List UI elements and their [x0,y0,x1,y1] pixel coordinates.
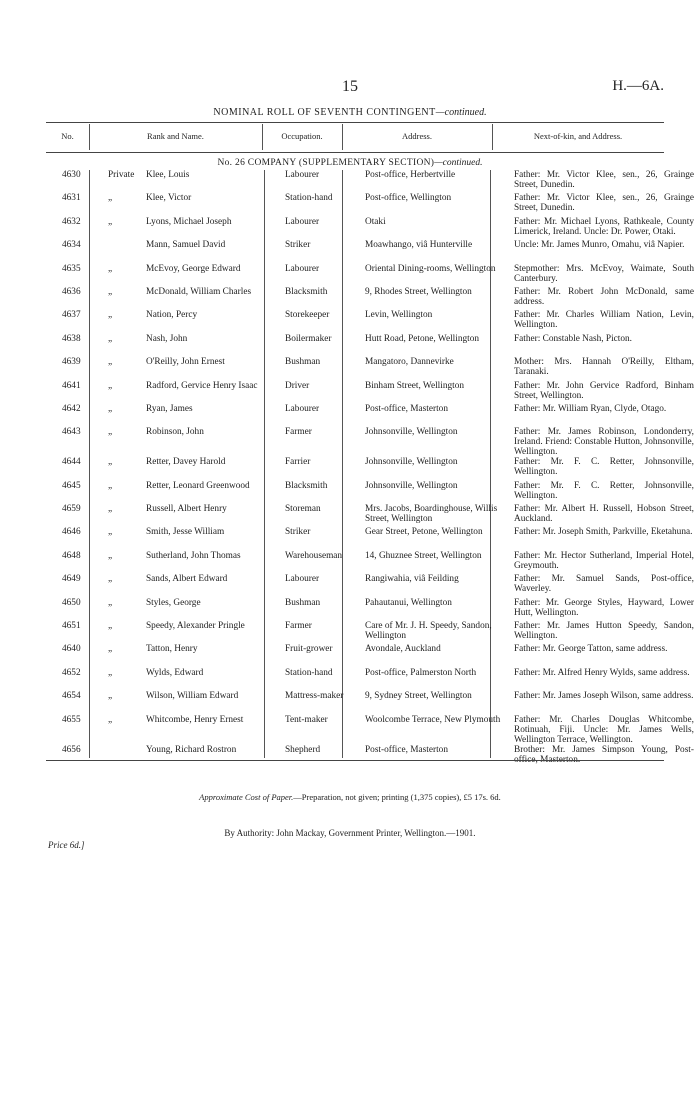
cell-kin: Father: Mr. Robert John McDonald, same address. [514,286,694,307]
cell-name: Retter, Davey Harold [146,457,226,468]
cost-label: Approximate Cost of Paper. [199,792,294,802]
table-row [46,551,694,574]
cell-kin: Father: Mr. Hector Sutherland, Imperial Hotel, Greymouth. [514,550,694,571]
cell-address: Woolcombe Terrace, New Plymouth [365,714,501,725]
table-row [46,334,694,357]
cell-rank: „ [108,193,113,204]
cell-occupation: Farrier [285,457,311,468]
table-bottom-rule [46,760,664,761]
cell-rank: „ [108,550,113,561]
table-row [46,217,694,240]
cell-address: Post-office, Herbertville [365,170,456,180]
page-number: 15 [342,78,358,95]
header-top-rule [46,122,664,123]
cell-occupation: Tent-maker [285,714,328,725]
cell-kin: Father: Mr. Charles Douglas Whitcombe, Rotinuah, Fiji. Uncle: Mr. James Wells, Wellington Terrace, Wellington. [514,714,694,745]
cell-occupation: Fruit-grower [285,644,333,655]
table-row [46,457,694,480]
cell-address: 9, Rhodes Street, Wellington [365,286,472,297]
cell-kin: Father: Mr. Joseph Smith, Parkville, Eketahuna. [514,527,693,538]
cell-no: 4630 [62,170,81,180]
cell-occupation: Striker [285,527,311,538]
header-divider [342,124,343,150]
cell-occupation: Blacksmith [285,480,328,491]
cell-no: 4645 [62,480,81,491]
cell-rank: „ [108,691,113,702]
cell-name: Mann, Samuel David [146,240,226,251]
cell-rank: „ [108,310,113,321]
col-header-address: Address. [402,131,432,141]
title-main: NOMINAL ROLL OF SEVENTH CONTINGENT [213,107,436,118]
table-row [46,170,694,193]
cell-no: 4641 [62,380,81,391]
cell-rank: „ [108,286,113,297]
cell-name: Nation, Percy [146,310,198,321]
cell-name: Radford, Gervice Henry Isaac [146,380,258,391]
table-row [46,715,694,745]
cost-of-paper-note [0,792,700,802]
cell-rank [105,745,146,768]
cell-no: 4631 [62,193,81,204]
col-header-rank-name: Rank and Name. [147,131,204,141]
cell-kin: Father: Mr. William Ryan, Clyde, Otago. [514,403,667,414]
table-row [46,668,694,691]
cell-name: Klee, Victor [146,193,192,204]
cell-name: Sutherland, John Thomas [146,550,241,561]
cell-no: 4644 [62,457,81,468]
header-divider [89,124,90,150]
table-row [46,287,694,310]
cell-rank: „ [108,457,113,468]
cell-kin: Father: Mr. John Gervice Radford, Binham Street, Wellington. [514,380,694,401]
cell-occupation: Bushman [285,357,321,368]
cell-rank: „ [108,380,113,391]
cell-rank: „ [108,480,113,491]
cell-kin: Father: Mr. F. C. Retter, Johnsonville, Wellington. [514,457,694,478]
cell-address: 14, Ghuznee Street, Wellington [365,550,482,561]
title-suffix: —continued. [435,107,487,118]
cell-name: Whitcombe, Henry Ernest [146,714,244,725]
cell-name: Styles, George [146,597,201,608]
cell-address: Post-office, Palmerston North [365,667,477,678]
cell-address: Post-office, Masterton [365,403,448,414]
table-row [46,691,694,714]
cell-name: Retter, Leonard Greenwood [146,480,250,491]
cell-kin: Brother: Mr. James Simpson Young, Post-office, Masterton. [514,744,694,765]
cell-address: Johnsonville, Wellington [365,427,458,438]
cell-kin: Stepmother: Mrs. McEvoy, Waimate, South Canterbury. [514,263,694,284]
cell-kin: Father: Mr. James Joseph Wilson, same address. [514,691,694,702]
cell-no: 4638 [62,333,81,344]
cell-rank: „ [108,427,113,438]
cell-name: Ryan, James [146,403,193,414]
page-title [0,107,700,118]
table-row [46,574,694,597]
table-row [46,504,694,527]
cell-address: Post-office, Wellington [365,193,452,204]
cell-rank [105,240,146,263]
cell-address: Mangatoro, Dannevirke [365,357,454,368]
cell-kin: Uncle: Mr. James Munro, Omahu, viâ Napier. [514,240,685,251]
cell-rank: „ [108,644,113,655]
cell-kin: Father: Mr. Alfred Henry Wylds, same address. [514,667,690,678]
cell-address: Rangiwahia, viâ Feilding [365,574,459,585]
cell-kin: Mother: Mrs. Hannah O'Reilly, Eltham, Taranaki. [514,357,694,378]
table-row [46,193,694,216]
section-suffix: —continued. [434,158,483,168]
section-title: No. 26 COMPANY (SUPPLEMENTARY SECTION) [217,158,435,168]
table-row [46,264,694,287]
col-header-next-of-kin: Next-of-kin, and Address. [533,131,623,141]
cell-occupation: Storekeeper [285,310,330,321]
cell-no: 4650 [62,597,81,608]
table-row [46,481,694,504]
cell-no: 4646 [62,527,81,538]
cell-rank: „ [108,621,113,632]
cell-occupation: Boilermaker [285,333,332,344]
cell-kin: Father: Mr. James Hutton Speedy, Sandon, Wellington. [514,621,694,642]
cell-address: Johnsonville, Wellington [365,480,458,491]
table-row [46,381,694,404]
cell-address: Avondale, Auckland [365,644,441,655]
cell-no: 4640 [62,644,81,655]
cell-rank: „ [108,333,113,344]
cell-no: 4632 [62,216,81,227]
document-reference: H.—6A. [612,78,664,94]
cell-rank: „ [108,357,113,368]
cell-kin: Father: Mr. Samuel Sands, Post-office, Waverley. [514,574,694,595]
table-row [46,621,694,644]
cell-name: McEvoy, George Edward [146,263,241,274]
cell-address: 9, Sydney Street, Wellington [365,691,472,702]
cell-rank: „ [108,263,113,274]
cell-no: 4636 [62,286,81,297]
cell-kin: Father: Mr. Michael Lyons, Rathkeale, County Limerick, Ireland. Uncle: Dr. Power, Otaki. [514,216,694,237]
cell-no: 4635 [62,263,81,274]
cell-kin: Father: Mr. F. C. Retter, Johnsonville, Wellington. [514,480,694,501]
table-row [46,310,694,333]
cell-kin: Father: Mr. George Tatton, same address. [514,644,668,655]
authority-line: By Authority: John Mackay, Government Printer, Wellington.—1901. [224,828,476,838]
cell-kin: Father: Mr. Victor Klee, sen., 26, Grainge Street, Dunedin. [514,170,694,190]
table-row [46,427,694,457]
cell-address: Levin, Wellington [365,310,433,321]
cell-name: Wylds, Edward [146,667,204,678]
cell-no: 4655 [62,714,81,725]
cell-occupation: Storeman [285,504,321,515]
cell-no: 4656 [62,744,81,755]
table-row [46,644,694,667]
cell-kin: Father: Mr. Charles William Nation, Levin, Wellington. [514,310,694,331]
col-header-occupation: Occupation. [281,131,323,141]
section-heading [0,158,700,168]
cell-address: Gear Street, Petone, Wellington [365,527,483,538]
cell-name: Wilson, William Edward [146,691,239,702]
header-bottom-rule [46,152,664,153]
table-row [46,240,694,263]
cell-kin: Father: Mr. James Robinson, Londonderry, Ireland. Friend: Constable Hutton, Johnsonville, Wellington. [514,427,694,458]
cost-text: —Preparation, not given; printing (1,375 copies), £5 17s. 6d. [293,792,501,802]
cell-kin: Father: Constable Nash, Picton. [514,333,633,344]
cell-occupation: Warehouseman [285,550,343,561]
cell-name: Russell, Albert Henry [146,504,227,515]
cell-no: 4654 [62,691,81,702]
cell-no: 4639 [62,357,81,368]
cell-address: Post-office, Masterton [365,744,448,755]
cell-no: 4637 [62,310,81,321]
cell-occupation: Bushman [285,597,321,608]
cell-name: Young, Richard Rostron [146,744,237,755]
table-row [46,745,694,768]
cell-no: 4652 [62,667,81,678]
cell-occupation: Labourer [285,216,320,227]
cell-occupation: Labourer [285,403,320,414]
cell-rank: „ [108,574,113,585]
cell-no: 4649 [62,574,81,585]
cell-name: Robinson, John [146,427,204,438]
nominal-roll-table [46,170,694,768]
header-divider [262,124,263,150]
cell-name: McDonald, William Charles [146,286,252,297]
cell-occupation: Mattress-maker [285,691,344,702]
cell-name: Tatton, Henry [146,644,198,655]
table-row [46,527,694,550]
cell-rank: Private [108,170,135,180]
cell-address: Care of Mr. J. H. Speedy, Sandon, Wellington [365,621,492,642]
col-header-no: No. [61,131,74,141]
cell-occupation: Driver [285,380,310,391]
price-note: Price 6d.] [48,840,85,850]
cell-name: Sands, Albert Edward [146,574,228,585]
cell-occupation: Blacksmith [285,286,328,297]
cell-rank: „ [108,667,113,678]
cell-address: Moawhango, viâ Hunterville [365,240,473,251]
cell-occupation: Labourer [285,574,320,585]
cell-rank: „ [108,504,113,515]
table-row [46,598,694,621]
cell-name: Speedy, Alexander Pringle [146,621,245,632]
cell-occupation: Farmer [285,427,312,438]
table-row [46,404,694,427]
cell-address: Otaki [365,216,386,227]
cell-address: Mrs. Jacobs, Boardinghouse, Willis Street, Wellington [365,504,498,525]
cell-kin: Father: Mr. Albert H. Russell, Hobson Street, Auckland. [514,504,694,525]
cell-no: 4648 [62,550,81,561]
cell-name: Nash, John [146,333,188,344]
cell-address: Johnsonville, Wellington [365,457,458,468]
header-divider [492,124,493,150]
cell-occupation: Farmer [285,621,312,632]
cell-name: Smith, Jesse William [146,527,225,538]
cell-occupation: Labourer [285,263,320,274]
table-row [46,357,694,380]
cell-no: 4659 [62,504,81,515]
cell-kin: Father: Mr. Victor Klee, sen., 26, Grainge Street, Dunedin. [514,193,694,214]
cell-occupation: Labourer [285,170,320,180]
cell-no: 4651 [62,621,81,632]
cell-rank: „ [108,403,113,414]
cell-occupation: Striker [285,240,311,251]
cell-rank: „ [108,597,113,608]
cell-address: Binham Street, Wellington [365,380,465,391]
cell-address: Pahautanui, Wellington [365,597,452,608]
cell-address: Oriental Dining-rooms, Wellington [365,263,496,274]
cell-name: Klee, Louis [146,170,190,180]
cell-no: 4643 [62,427,81,438]
cell-address: Hutt Road, Petone, Wellington [365,333,479,344]
cell-name: Lyons, Michael Joseph [146,216,232,227]
cell-rank: „ [108,216,113,227]
cell-occupation: Shepherd [285,744,321,755]
cell-no: 4634 [62,240,81,251]
cell-rank: „ [108,527,113,538]
cell-occupation: Station-hand [285,667,333,678]
cell-occupation: Station-hand [285,193,333,204]
cell-no: 4642 [62,403,81,414]
cell-rank: „ [108,714,113,725]
cell-kin: Father: Mr. George Styles, Hayward, Lower Hutt, Wellington. [514,597,694,618]
cell-name: O'Reilly, John Ernest [146,357,225,368]
